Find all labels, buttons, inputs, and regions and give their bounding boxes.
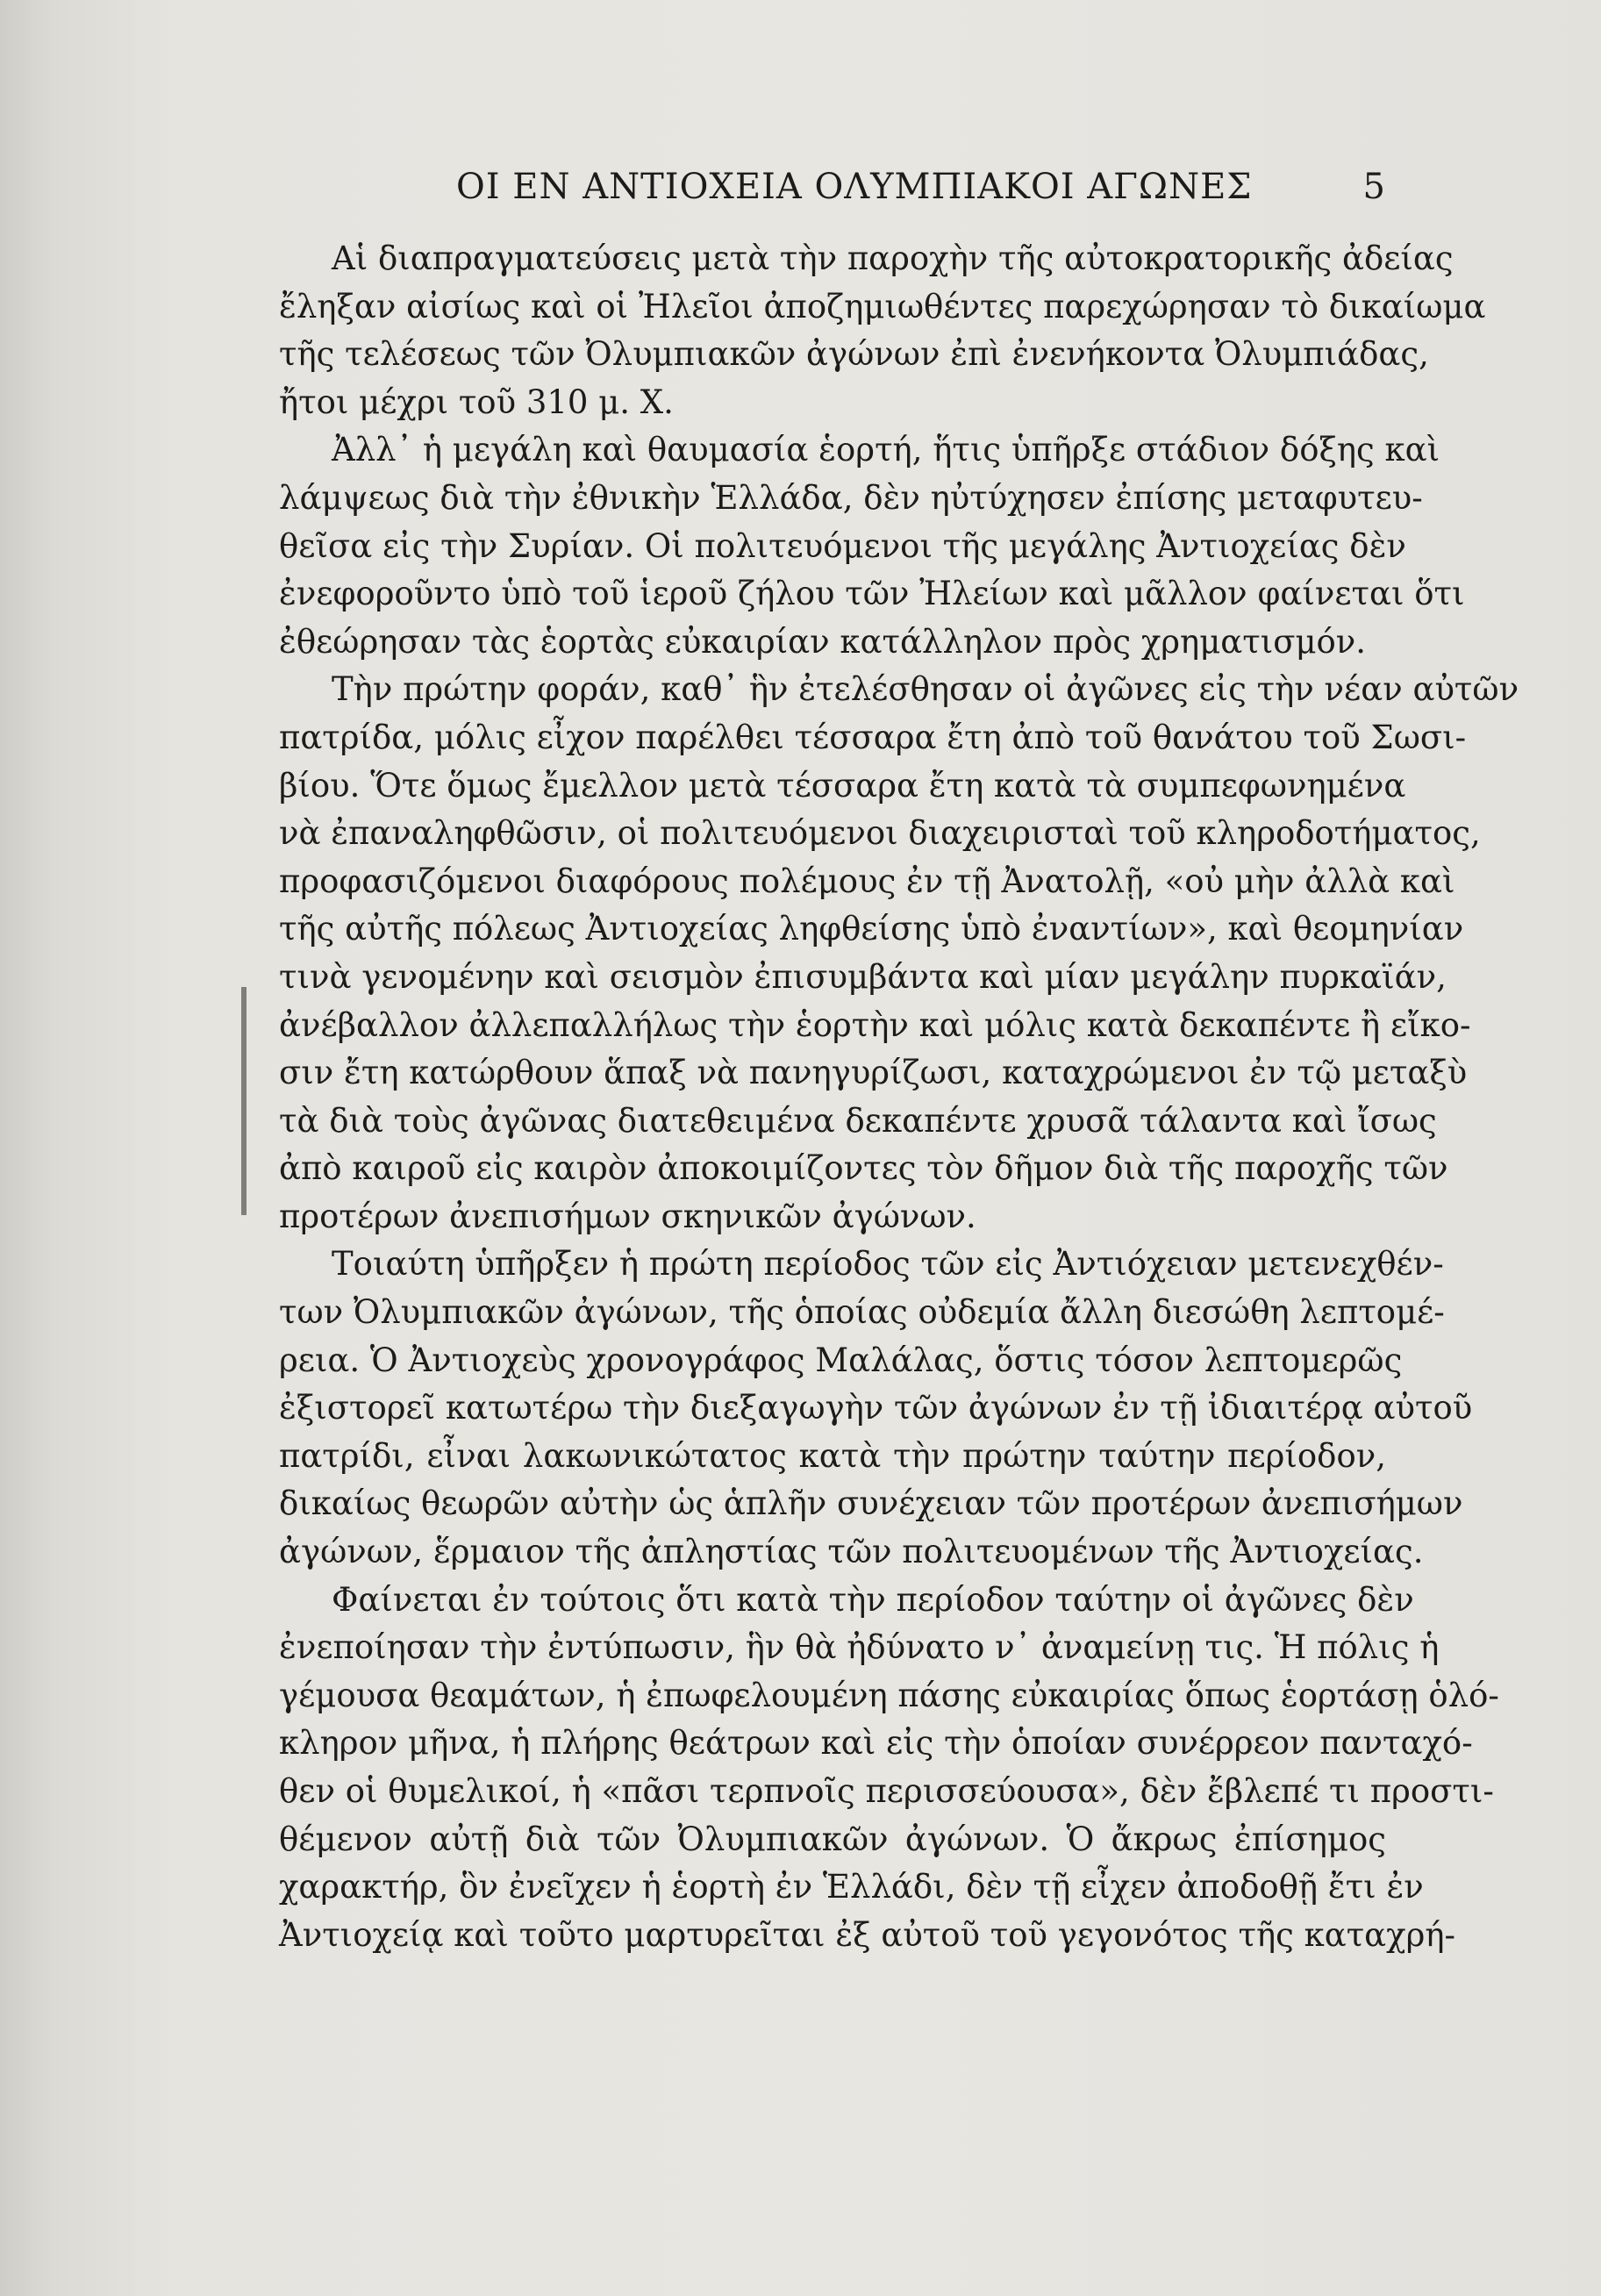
text-line: τινὰ γενομένην καὶ σεισμὸν ἐπισυμβάντα καὶ μίαν μεγάλην πυρκαϊάν,: [279, 957, 1447, 996]
text-line: Ἀλλ᾽ ἡ μεγάλη καὶ θαυμασία ἑορτή, ἥτις ὑπῆρξε στάδιον δόξης καὶ: [332, 431, 1440, 469]
text-line: Αἱ διαπραγματεύσεις μετὰ τὴν παροχὴν τῆς αὐτοκρατορικῆς ἀδείας: [332, 240, 1454, 277]
text-line: προτέρων ἀνεπισήμων σκηνικῶν ἀγώνων.: [279, 1197, 976, 1235]
body-text: [279, 235, 1519, 1959]
running-title: ΟΙ ΕΝ ΑΝΤΙΟΧΕΙΑ ΟΛΥΜΠΙΑΚΟΙ ΑΓΩΝΕΣ: [456, 167, 1253, 207]
text-line: Φαίνεται ἐν τούτοις ὅτι κατὰ τὴν περίοδον ταύτην οἱ ἀγῶνες δὲν: [332, 1580, 1414, 1619]
text-line: κληρον μῆνα, ἡ πλήρης θεάτρων καὶ εἰς τὴν ὁποίαν συνέρρεον πανταχό-: [279, 1724, 1473, 1763]
text-line: των Ὀλυμπιακῶν ἀγώνων, τῆς ὁποίας οὐδεμία ἄλλη διεσώθη λεπτομέ-: [279, 1293, 1445, 1332]
page-header: [289, 167, 1386, 219]
page-number: 5: [1362, 167, 1386, 207]
text-line: ρεια. Ὁ Ἀντιοχεὺς χρονογράφος Μαλάλας, ὅστις τόσον λεπτομερῶς: [279, 1341, 1403, 1379]
text-line: ἀγώνων, ἕρμαιον τῆς ἀπληστίας τῶν πολιτευομένων τῆς Ἀντιοχείας.: [279, 1533, 1424, 1571]
text-line: λάμψεως διὰ τὴν ἐθνικὴν Ἑλλάδα, δὲν ηὐτύχησεν ἐπίσης μεταφυτευ-: [279, 478, 1423, 517]
text-line: ἀπὸ καιροῦ εἰς καιρὸν ἀποκοιμίζοντες τὸν δῆμον διὰ τῆς παροχῆς τῶν: [279, 1149, 1448, 1188]
text-line: τῆς αὐτῆς πόλεως Ἀντιοχείας ληφθείσης ὑπὸ ἐναντίων», καὶ θεομηνίαν: [279, 910, 1464, 948]
text-line: Τὴν πρώτην φοράν, καθ᾽ ἣν ἐτελέσθησαν οἱ ἀγῶνες εἰς τὴν νέαν αὐτῶν: [332, 670, 1519, 709]
text-line: ἐνεφοροῦντο ὑπὸ τοῦ ἱεροῦ ζήλου τῶν Ἠλείων καὶ μᾶλλον φαίνεται ὅτι: [279, 575, 1465, 613]
text-line: γέμουσα θεαμάτων, ἡ ἐπωφελουμένη πάσης εὐκαιρίας ὅπως ἑορτάσῃ ὁλό-: [279, 1676, 1499, 1714]
scan-margin-mark: [241, 987, 247, 1215]
text-line: δικαίως θεωρῶν αὐτὴν ὡς ἁπλῆν συνέχειαν τῶν προτέρων ἀνεπισήμων: [279, 1484, 1463, 1523]
text-line: προφασιζόμενοι διαφόρους πολέμους ἐν τῇ Ἀνατολῇ, «οὐ μὴν ἀλλὰ καὶ: [279, 862, 1455, 900]
text-line: βίου. Ὅτε ὅμως ἔμελλον μετὰ τέσσαρα ἔτη κατὰ τὰ συμπεφωνημένα: [279, 766, 1406, 805]
text-line: πατρίδα, μόλις εἶχον παρέλθει τέσσαρα ἔτη ἀπὸ τοῦ θανάτου τοῦ Σωσι-: [279, 718, 1467, 756]
text-line: ἐξιστορεῖ κατωτέρω τὴν διεξαγωγὴν τῶν ἀγώνων ἐν τῇ ἰδιαιτέρᾳ αὐτοῦ: [279, 1389, 1473, 1427]
text-line: Τοιαύτη ὑπῆρξεν ἡ πρώτη περίοδος τῶν εἰς Ἀντιόχειαν μετενεχθέν-: [332, 1245, 1444, 1284]
text-line: πατρίδι, εἶναι λακωνικώτατος κατὰ τὴν πρώτην ταύτην περίοδον,: [279, 1436, 1386, 1475]
text-line: ἤτοι μέχρι τοῦ 310 μ. Χ.: [279, 383, 674, 421]
text-line: ἐνεποίησαν τὴν ἐντύπωσιν, ἣν θὰ ἠδύνατο ν᾽ ἀναμείνῃ τις. Ἡ πόλις ἡ: [279, 1628, 1440, 1667]
text-line: Ἀντιοχείᾳ καὶ τοῦτο μαρτυρεῖται ἐξ αὐτοῦ τοῦ γεγονότος τῆς καταχρή-: [279, 1915, 1455, 1954]
text-line: νὰ ἐπαναληφθῶσιν, οἱ πολιτευόμενοι διαχειρισταὶ τοῦ κληροδοτήματος,: [279, 814, 1481, 853]
text-line: τῆς τελέσεως τῶν Ὀλυμπιακῶν ἀγώνων ἐπὶ ἐνενήκοντα Ὀλυμπιάδας,: [279, 335, 1429, 374]
text-line: ἔληξαν αἰσίως καὶ οἱ Ἠλεῖοι ἀποζημιωθέντες παρεχώρησαν τὸ δικαίωμα: [279, 287, 1486, 325]
text-line: θεῖσα εἰς τὴν Συρίαν. Οἱ πολιτευόμενοι τῆς μεγάλης Ἀντιοχείας δὲν: [279, 526, 1406, 565]
text-line: τὰ διὰ τοὺς ἀγῶνας διατεθειμένα δεκαπέντε χρυσᾶ τάλαντα καὶ ἴσως: [279, 1101, 1437, 1140]
text-line: θεν οἱ θυμελικοί, ἡ «πᾶσι τερπνοῖς περισσεύουσα», δὲν ἔβλεπέ τι προστι-: [279, 1772, 1494, 1810]
text-line: σιν ἔτη κατώρθουν ἅπαξ νὰ πανηγυρίζωσι, καταχρώμενοι ἐν τῷ μεταξὺ: [279, 1054, 1468, 1092]
text-line: ἀνέβαλλον ἀλλεπαλλήλως τὴν ἑορτὴν καὶ μόλις κατὰ δεκαπέντε ἢ εἴκο-: [279, 1005, 1471, 1044]
text-line: χαρακτήρ, ὃν ἐνεῖχεν ἡ ἑορτὴ ἐν Ἑλλάδι, δὲν τῇ εἶχεν ἀποδοθῇ ἔτι ἐν: [279, 1868, 1424, 1906]
text-line: ἐθεώρησαν τὰς ἑορτὰς εὐκαιρίαν κατάλληλον πρὸς χρηματισμόν.: [279, 622, 1367, 661]
text-line: θέμενον αὐτῇ διὰ τῶν Ὀλυμπιακῶν ἀγώνων. Ὁ ἄκρως ἐπίσημος: [279, 1820, 1386, 1858]
